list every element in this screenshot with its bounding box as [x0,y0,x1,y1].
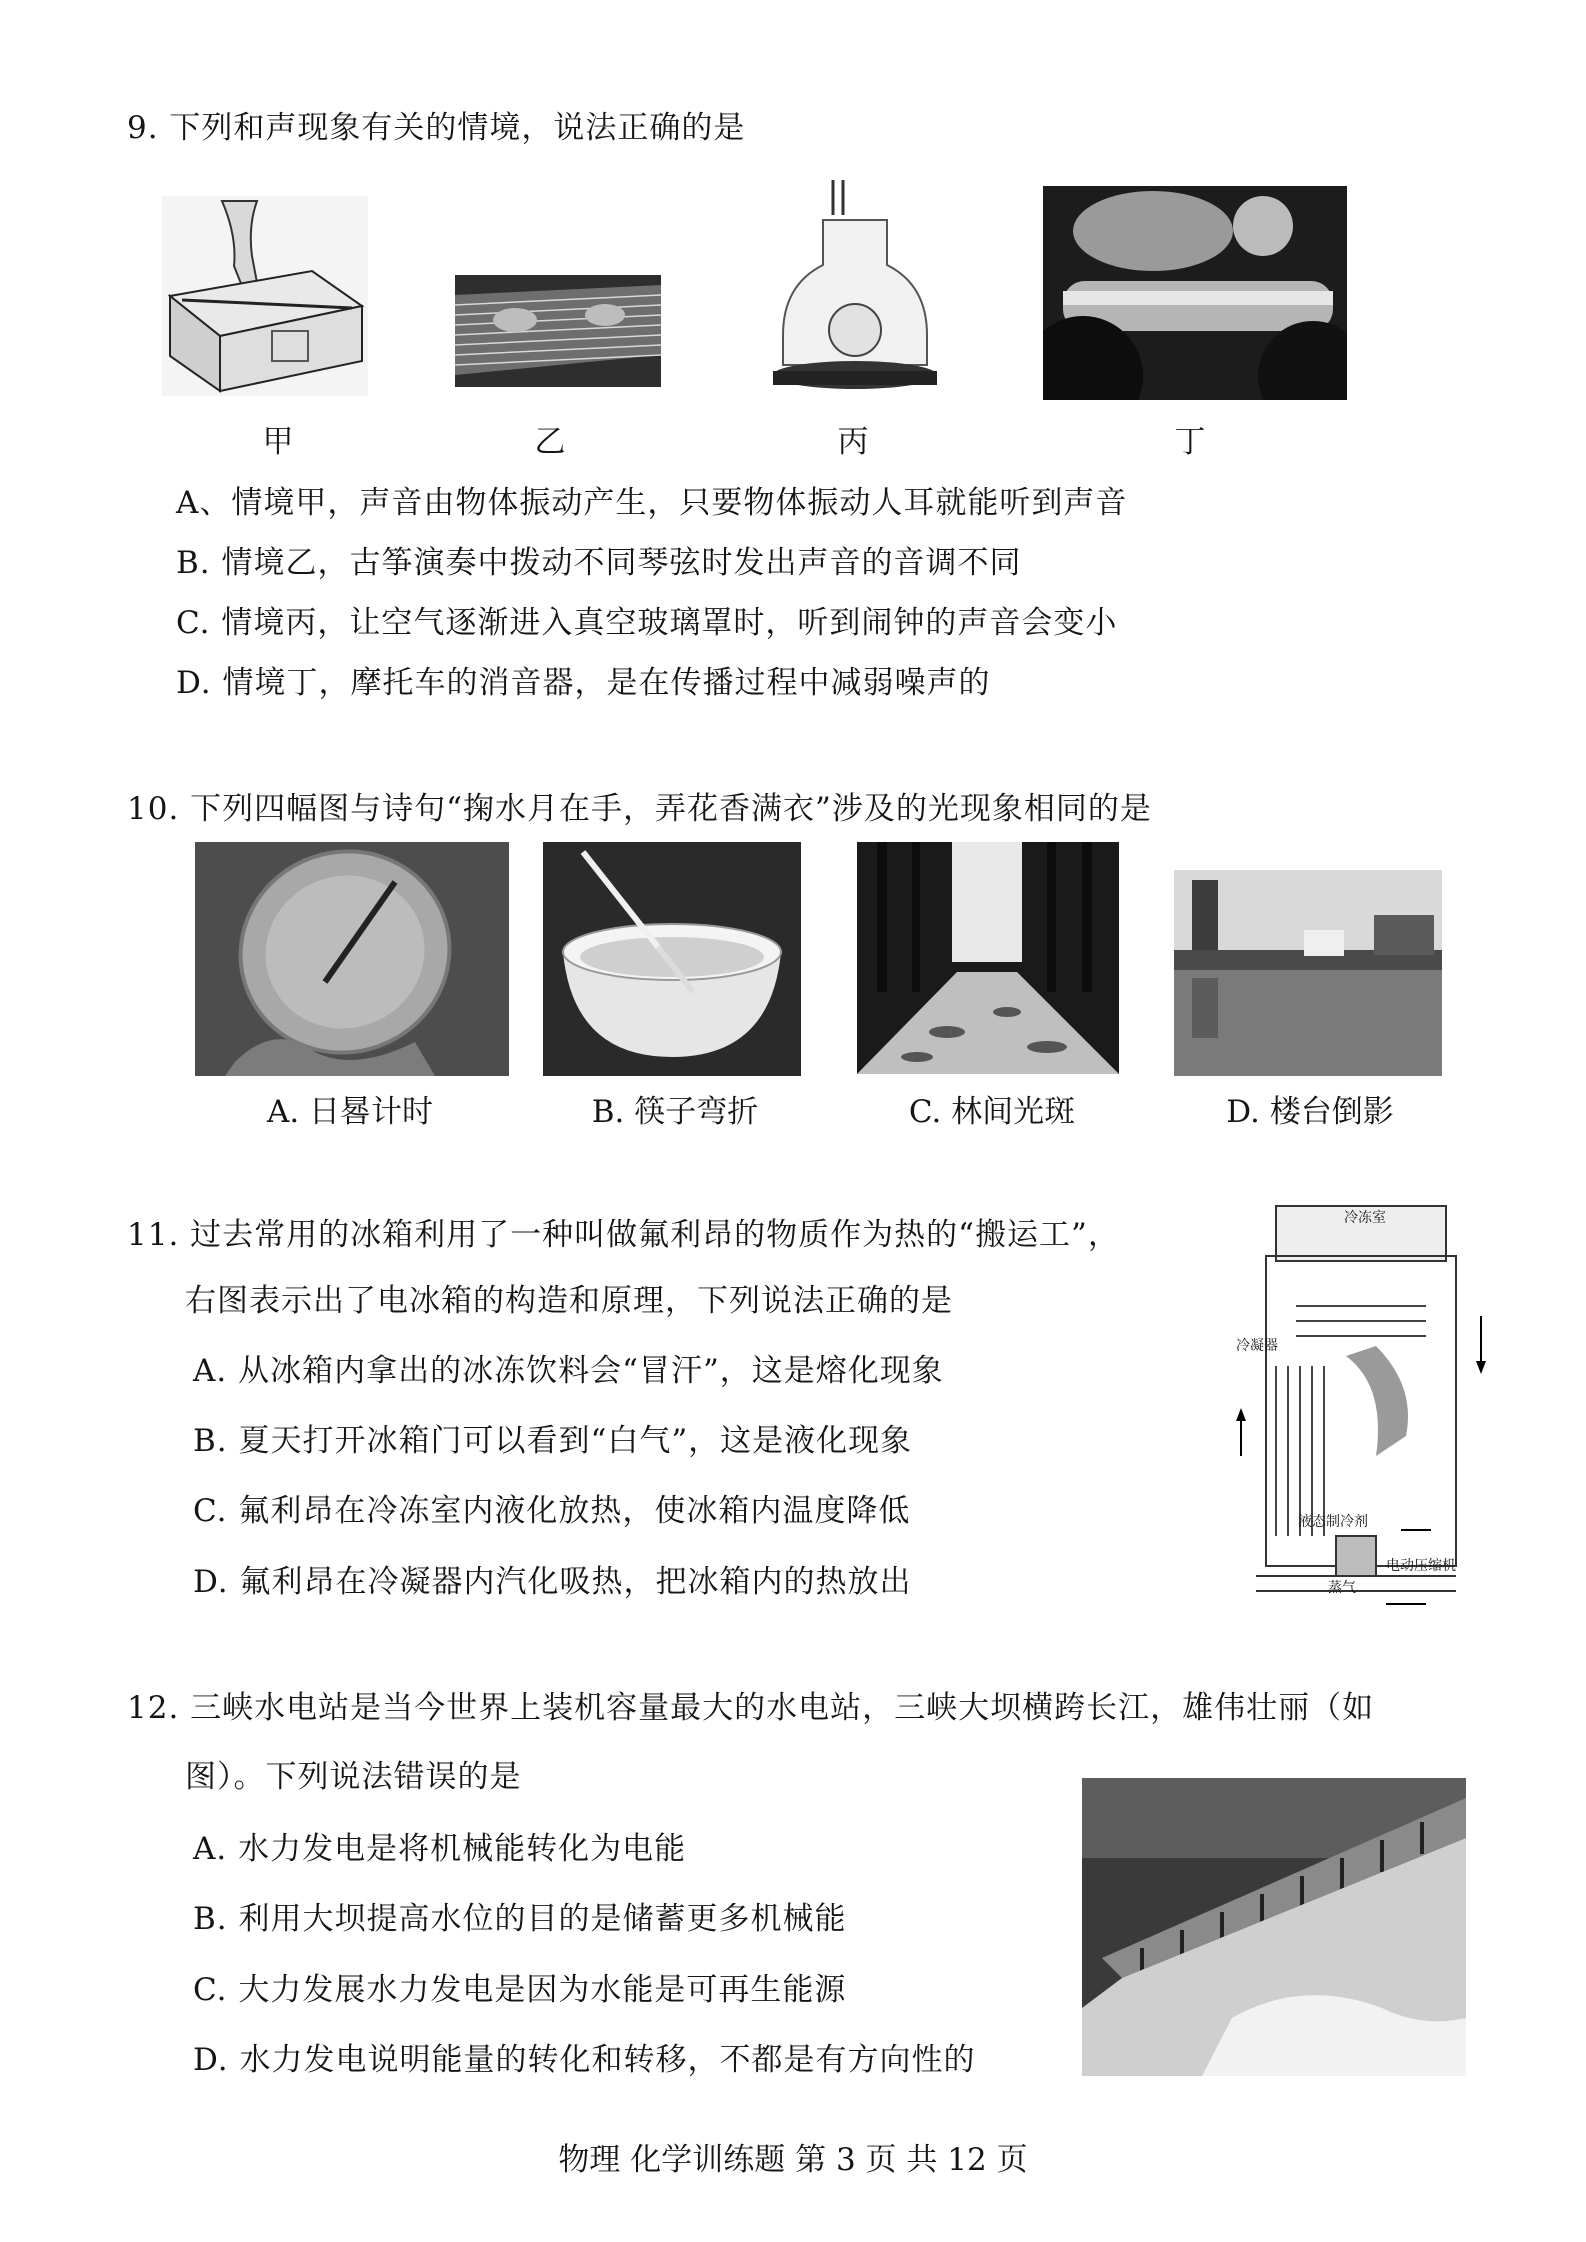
q10-caption-b: B. 筷子弯折 [591,1094,759,1130]
q9-option-d: D. 情境丁，摩托车的消音器，是在传播过程中减弱噪声的 [176,665,991,701]
q11-stem-line1: 11. 过去常用的冰箱利用了一种叫做氟利昂的物质作为热的“搬运工”， [127,1217,1120,1253]
q9-caption-bing: 丙 [837,424,869,460]
q12-stem-line1: 12. 三峡水电站是当今世界上装机容量最大的水电站，三峡大坝横跨长江，雄伟壮丽（如 [127,1690,1375,1726]
q10-image-forest [857,842,1119,1074]
fridge-label-compressor: 电动压缩机 [1386,1558,1456,1574]
fridge-label-condenser: 冷凝器 [1236,1338,1278,1354]
q9-image-bing [763,175,947,397]
q10-image-sundial [195,842,509,1076]
q10-caption-a: A. 日晷计时 [266,1094,434,1130]
fridge-label-liquid-refrigerant: 液态制冷剂 [1298,1514,1368,1530]
q11-option-d: D. 氟利昂在冷凝器内汽化吸热，把冰箱内的热放出 [193,1564,912,1600]
q10-caption-d: D. 楼台倒影 [1226,1094,1394,1130]
q10-image-chopstick-bowl [543,842,801,1076]
q11-option-c: C. 氟利昂在冷冻室内液化放热，使冰箱内温度降低 [193,1493,911,1529]
q10-stem: 10. 下列四幅图与诗句“掬水月在手，弄花香满衣”涉及的光现象相同的是 [127,791,1152,827]
q11-stem-line2: 右图表示出了电冰箱的构造和原理，下列说法正确的是 [185,1283,953,1319]
q9-caption-yi: 乙 [534,424,566,460]
q9-image-ding [1043,186,1347,400]
q11-option-a: A. 从冰箱内拿出的冰冻饮料会“冒汗”，这是熔化现象 [193,1353,944,1389]
q12-option-b: B. 利用大坝提高水位的目的是储蓄更多机械能 [193,1901,847,1937]
q9-option-c: C. 情境丙，让空气逐渐进入真空玻璃罩时，听到闹钟的声音会变小 [176,605,1118,641]
fridge-label-vapor: 蒸气 [1328,1580,1356,1596]
q10-caption-c: C. 林间光斑 [908,1094,1076,1130]
q9-caption-ding: 丁 [1174,424,1206,460]
q9-caption-jia: 甲 [262,424,294,460]
q11-fridge-diagram [1236,1196,1488,1608]
q12-option-d: D. 水力发电说明能量的转化和转移，不都是有方向性的 [193,2042,976,2078]
q10-image-reflection [1174,870,1442,1076]
q12-dam-photo [1082,1778,1466,2076]
q9-option-a: A、情境甲，声音由物体振动产生，只要物体振动人耳就能听到声音 [176,485,1128,521]
page-footer: 物理 化学训练题 第 3 页 共 12 页 [558,2142,1028,2178]
q12-stem-line2: 图）。下列说法错误的是 [185,1759,522,1795]
q9-image-yi [455,275,661,387]
q9-option-b: B. 情境乙，古筝演奏中拨动不同琴弦时发出声音的音调不同 [176,545,1022,581]
q9-image-jia [162,196,368,396]
q9-stem: 9. 下列和声现象有关的情境，说法正确的是 [127,110,746,146]
fridge-label-freezer: 冷冻室 [1344,1210,1386,1226]
q12-option-c: C. 大力发展水力发电是因为水能是可再生能源 [193,1972,847,2008]
q12-option-a: A. 水力发电是将机械能转化为电能 [193,1831,687,1867]
q11-option-b: B. 夏天打开冰箱门可以看到“白气”，这是液化现象 [193,1423,913,1459]
